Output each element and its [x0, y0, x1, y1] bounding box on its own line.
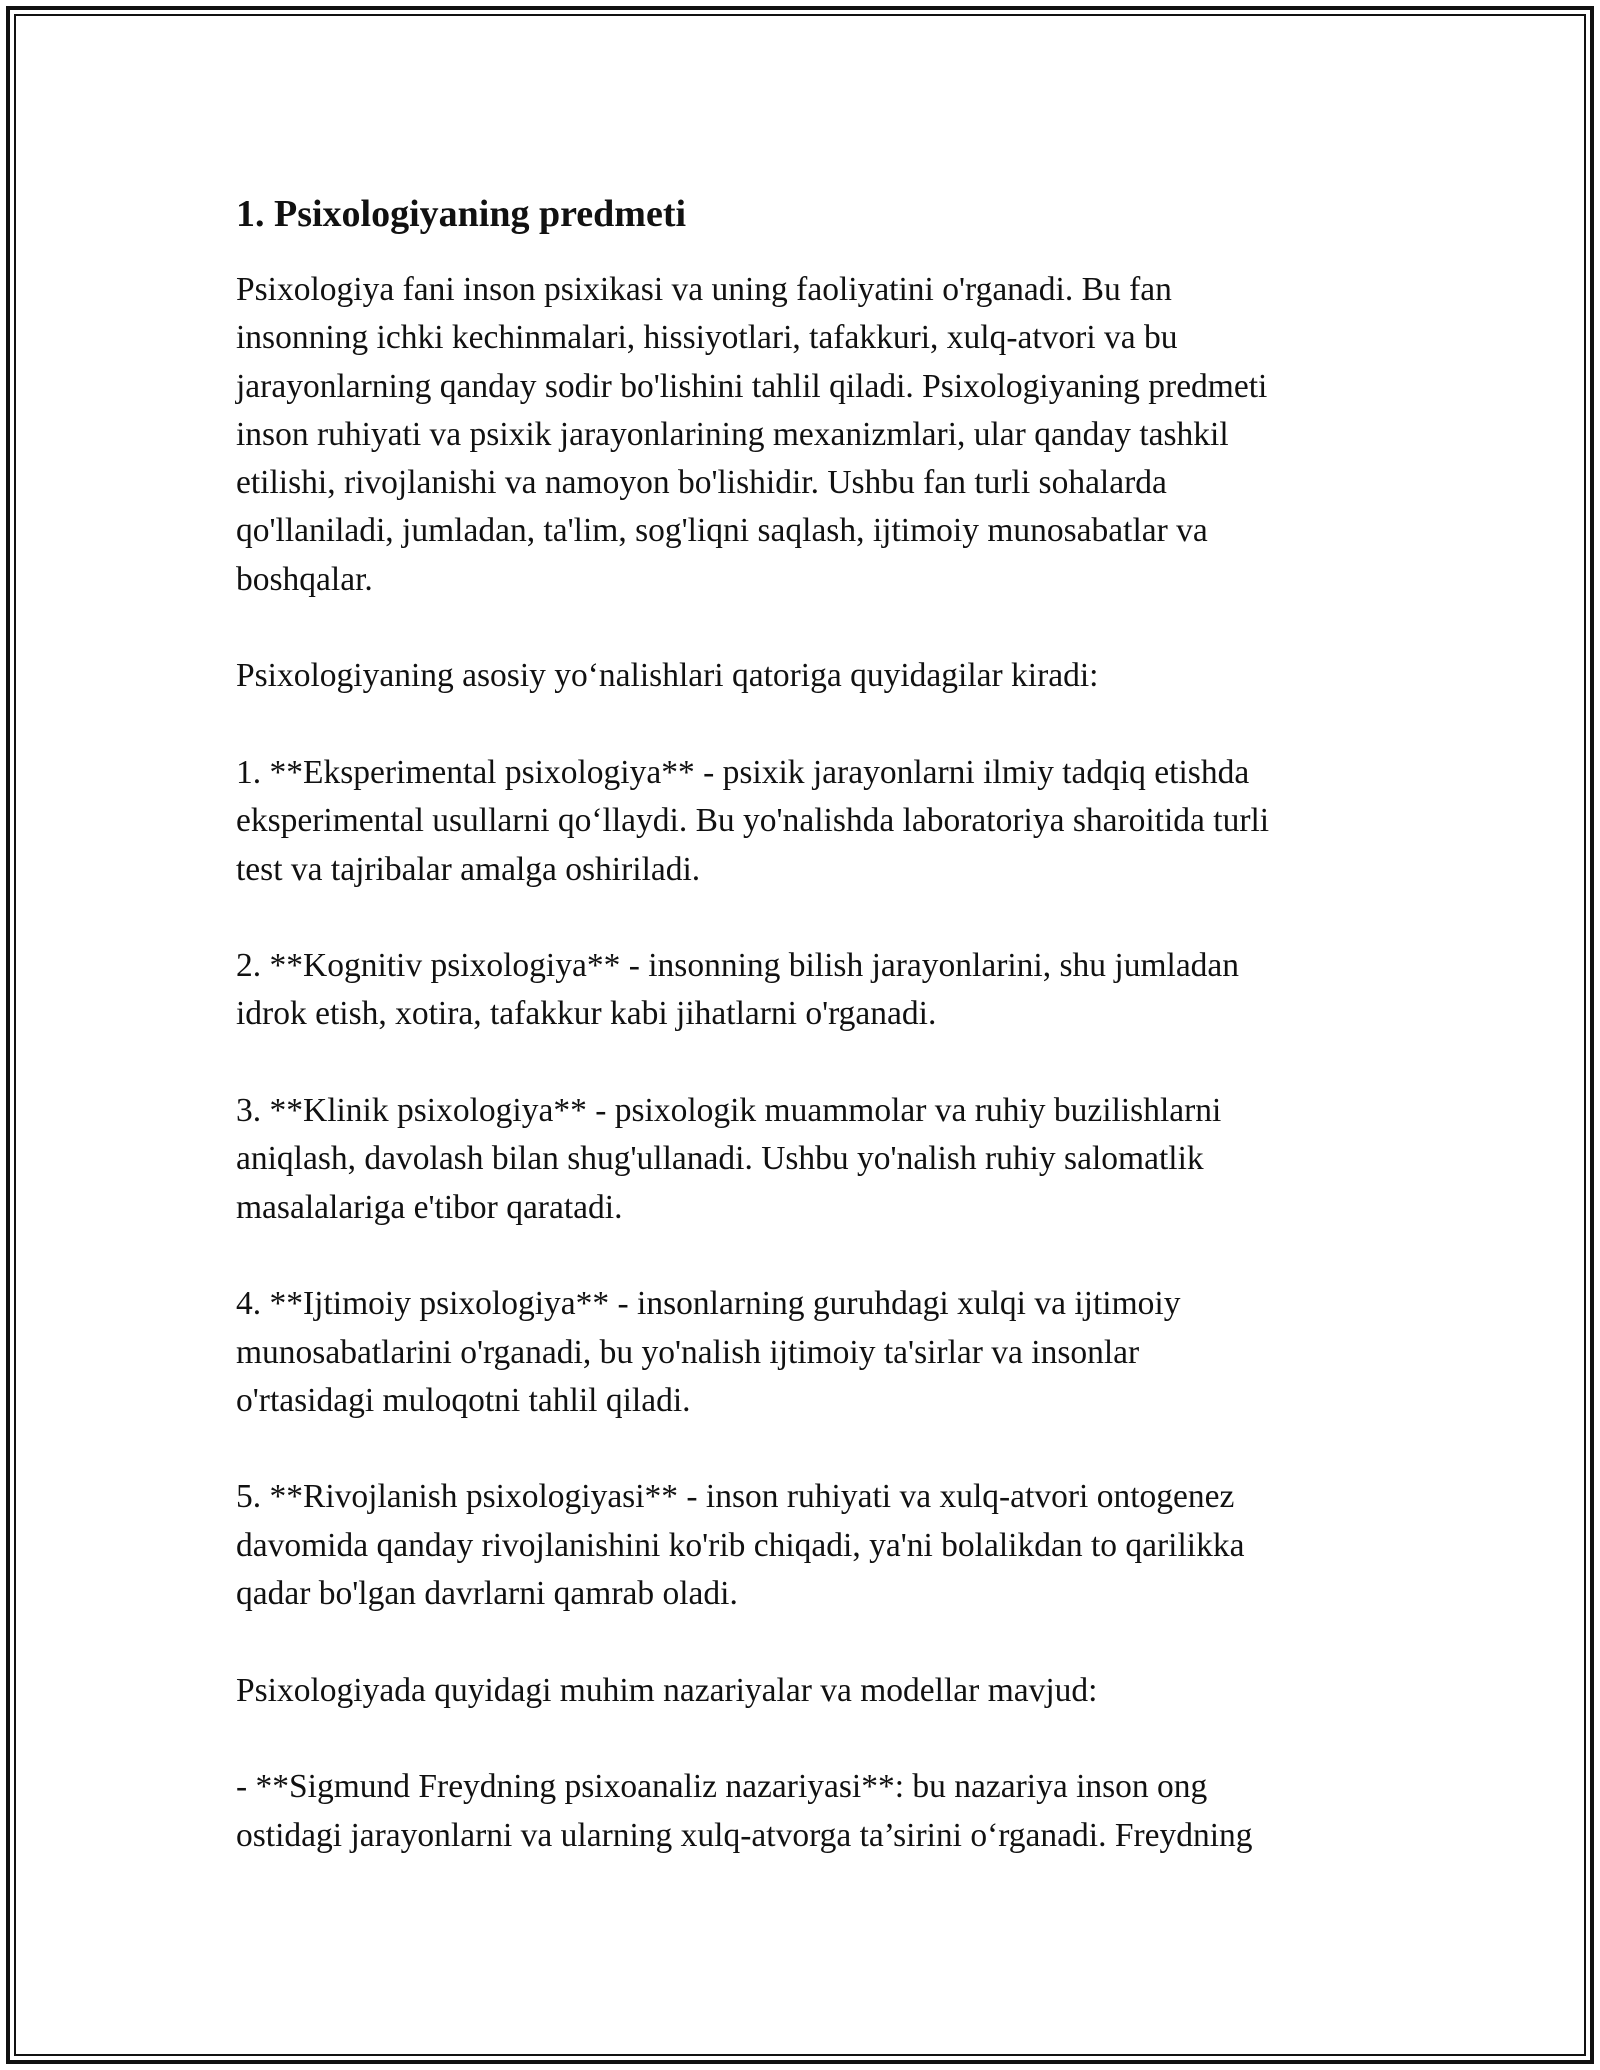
paragraph-gap [236, 1232, 1376, 1280]
text-line: qo'llaniladi, jumladan, ta'lim, sog'liqni saqlash, ijtimoiy munosabatlar va [236, 512, 1208, 550]
document-body [236, 188, 1376, 1860]
text-line: inson ruhiyati va psixik jarayonlarining mexanizmlari, ular qanday tashkil [236, 415, 1229, 453]
text-line: 5. **Rivojlanish psixologiyasi** - inson ruhiyati va xulq-atvori ontogenez [236, 1478, 1235, 1516]
section-title: 1. Psixologiyaning predmeti [236, 193, 687, 235]
text-line: 2. **Kognitiv psixologiya** - insonning bilish jarayonlarini, shu jumladan [236, 947, 1240, 985]
paragraph [236, 1087, 1376, 1232]
text-line: eksperimental usullarni qo‘llaydi. Bu yo'nalishda laboratoriya sharoitida turli [236, 802, 1270, 840]
text-line: 4. **Ijtimoiy psixologiya** - insonlarning guruhdagi xulqi va ijtimoiy [236, 1285, 1181, 1323]
paragraph [236, 652, 1376, 700]
paragraph [236, 749, 1376, 894]
text-line: 1. **Eksperimental psixologiya** - psixik jarayonlarni ilmiy tadqiq etishda [236, 753, 1250, 791]
paragraph-gap [236, 1618, 1376, 1666]
text-line: 3. **Klinik psixologiya** - psixologik muammolar va ruhiy buzilishlarni [236, 1092, 1222, 1130]
text-line: idrok etish, xotira, tafakkur kabi jihatlarni o'rganadi. [236, 995, 937, 1033]
text-line: munosabatlarini o'rganadi, bu yo'nalish ijtimoiy ta'sirlar va insonlar [236, 1333, 1140, 1371]
text-line: o'rtasidagi muloqotni tahlil qiladi. [236, 1381, 691, 1419]
paragraph [236, 266, 1376, 604]
paragraph-gap [236, 1425, 1376, 1473]
paragraph [236, 1280, 1376, 1425]
text-line: boshqalar. [236, 560, 373, 598]
text-line: masalalariga e'tibor qaratadi. [236, 1188, 623, 1226]
text-line: aniqlash, davolash bilan shug'ullanadi. Ushbu yo'nalish ruhiy salomatlik [236, 1140, 1204, 1178]
paragraph-gap [236, 1039, 1376, 1087]
text-line: Psixologiyada quyidagi muhim nazariyalar va modellar mavjud: [236, 1671, 1098, 1709]
paragraph [236, 1763, 1376, 1860]
paragraph [236, 1473, 1376, 1618]
text-line: - **Sigmund Freydning psixoanaliz nazariyasi**: bu nazariya inson ong [236, 1768, 1208, 1806]
paragraph-list [236, 266, 1376, 1860]
paragraph [236, 942, 1376, 1039]
text-line: Psixologiyaning asosiy yo‘nalishlari qatoriga quyidagilar kiradi: [236, 657, 1099, 695]
paragraph-gap [236, 1715, 1376, 1763]
text-line: Psixologiya fani inson psixikasi va uning faoliyatini o'rganadi. Bu fan [236, 271, 1172, 308]
paragraph-gap [236, 701, 1376, 749]
text-line: jarayonlarning qanday sodir bo'lishini tahlil qiladi. Psixologiyaning predmeti [236, 367, 1268, 405]
paragraph [236, 1667, 1376, 1715]
text-line: etilishi, rivojlanishi va namoyon bo'lishidir. Ushbu fan turli sohalarda [236, 464, 1167, 502]
text-line: insonning ichki kechinmalari, hissiyotlari, tafakkuri, xulq-atvori va bu [236, 319, 1178, 357]
text-line: ostidagi jarayonlarni va ularning xulq-atvorga ta’sirini o‘rganadi. Freydning [236, 1816, 1253, 1854]
text-line: davomida qanday rivojlanishini ko'rib chiqadi, ya'ni bolalikdan to qarilikka [236, 1526, 1245, 1564]
text-line: qadar bo'lgan davrlarni qamrab oladi. [236, 1575, 738, 1613]
paragraph-gap [236, 894, 1376, 942]
text-line: test va tajribalar amalga oshiriladi. [236, 850, 701, 888]
paragraph-gap [236, 604, 1376, 652]
